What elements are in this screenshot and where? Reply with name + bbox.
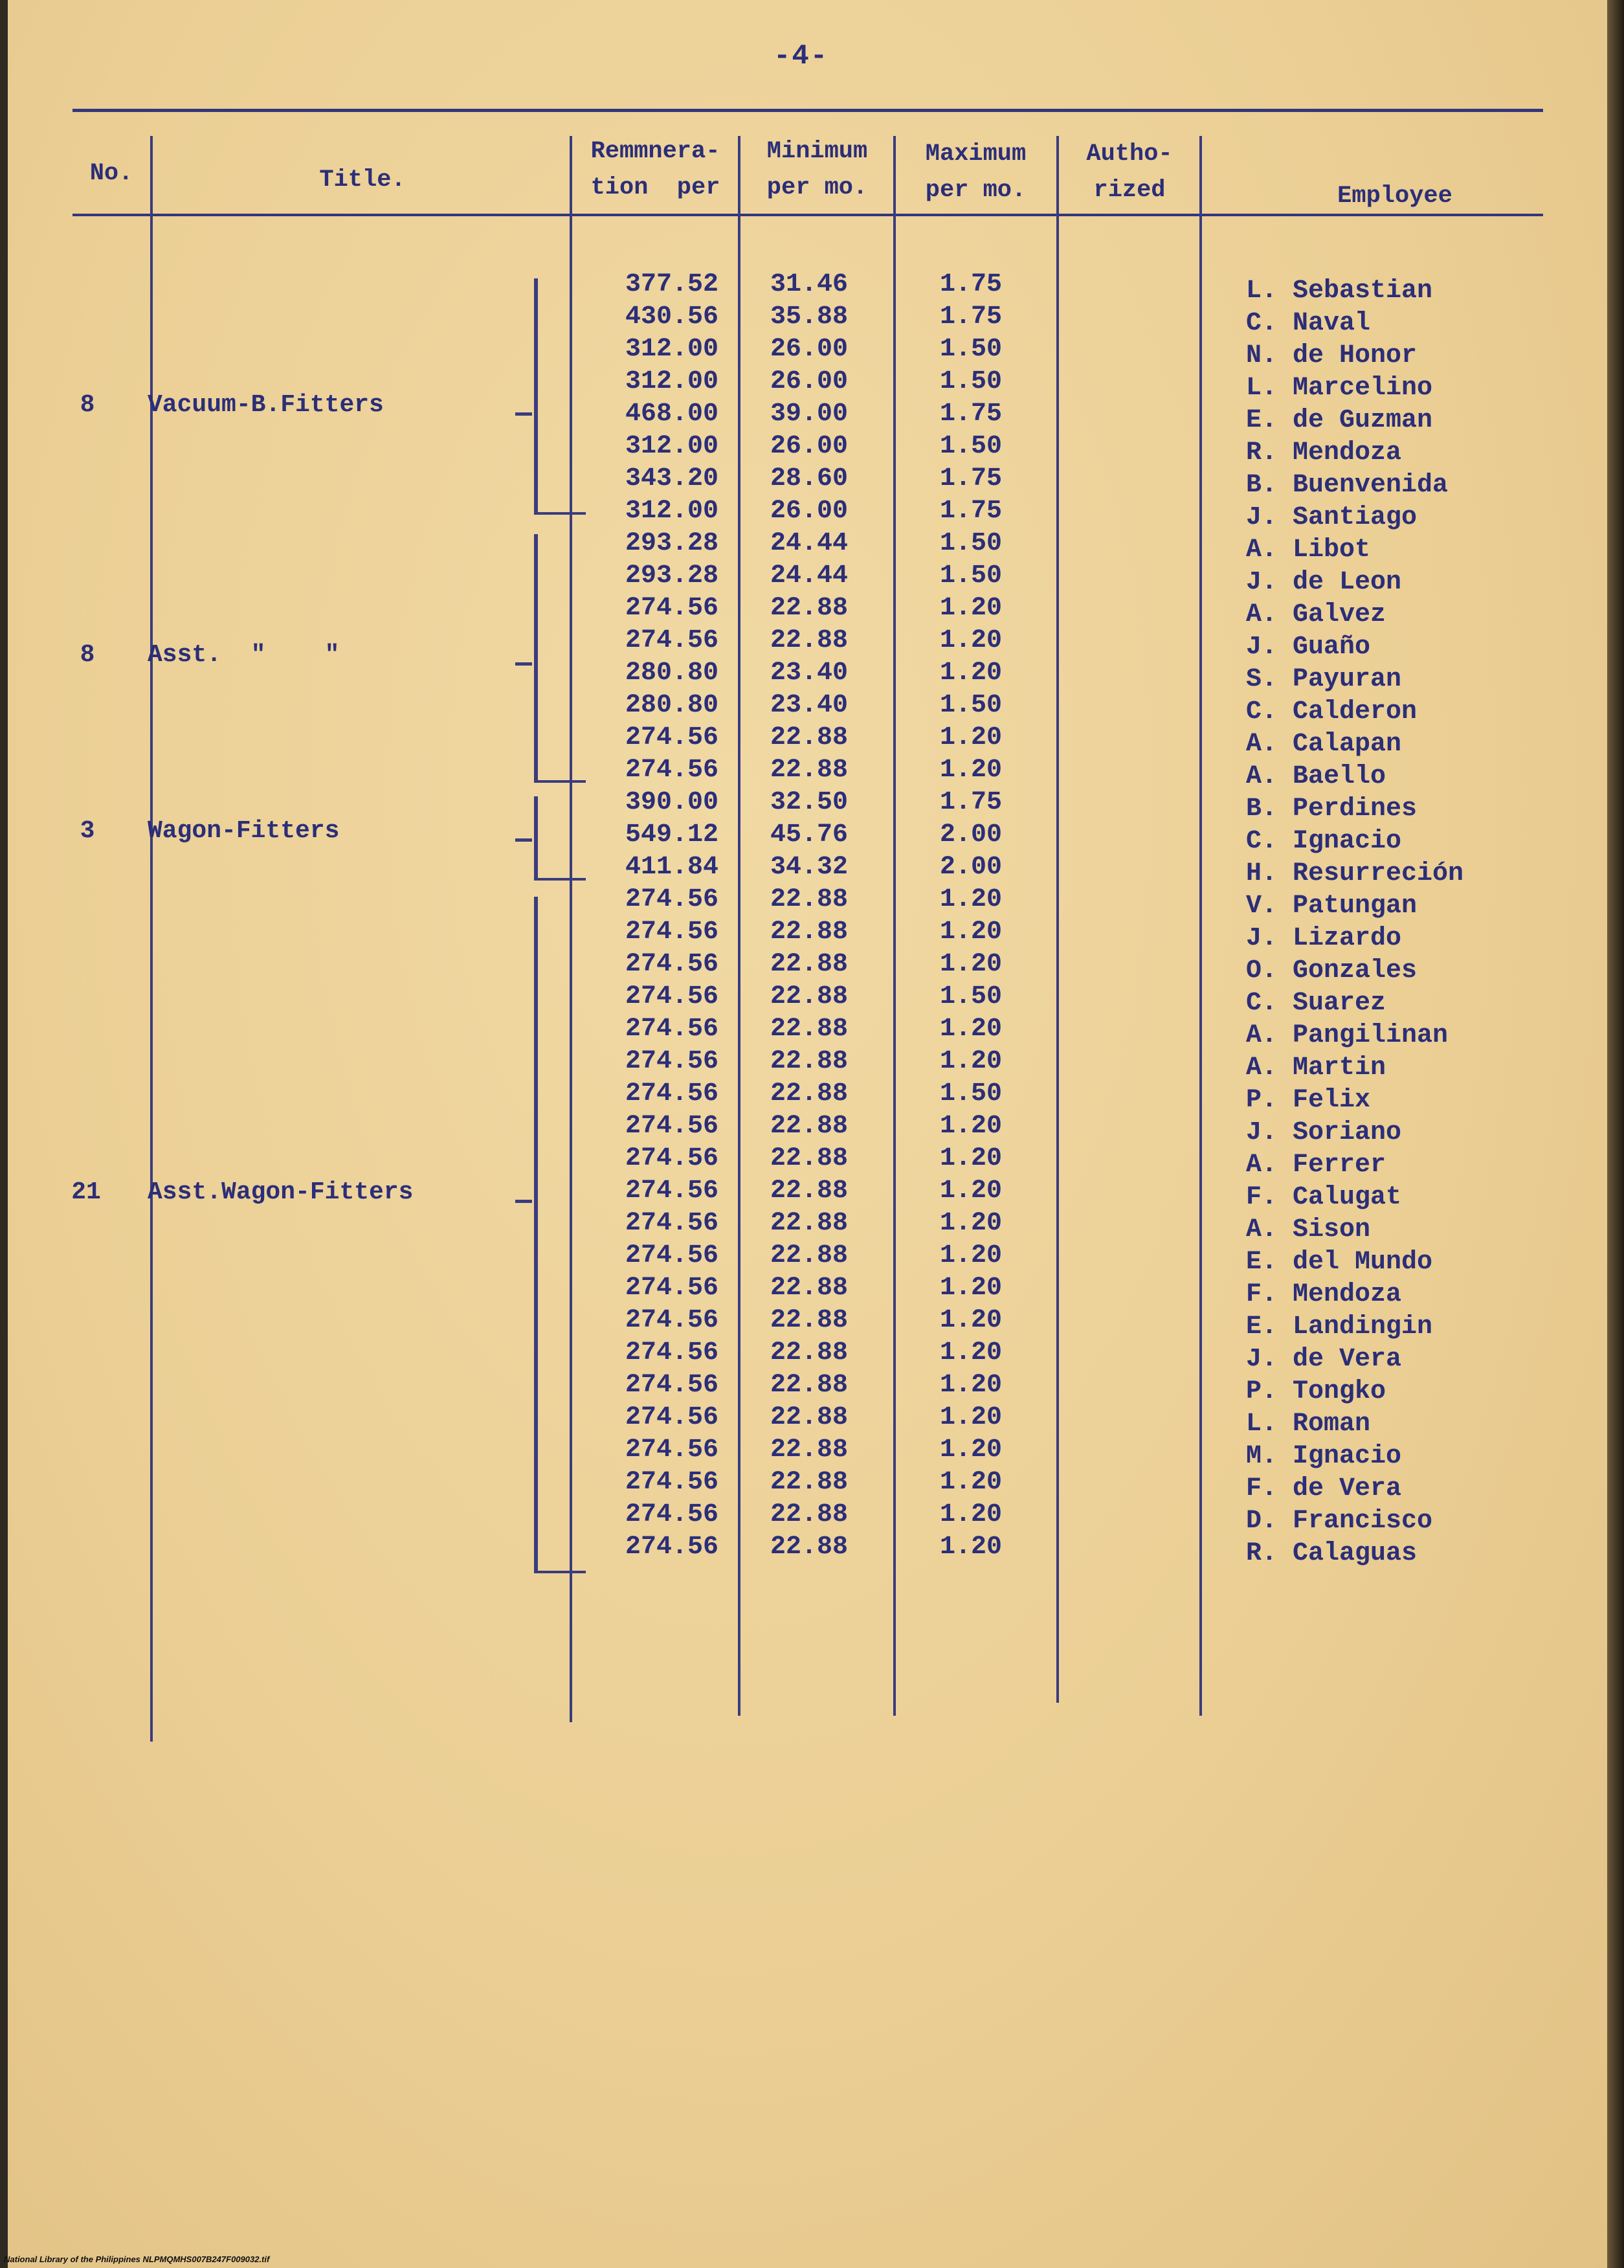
- header-remuneration: Remmnera- tion per: [590, 138, 720, 201]
- maximum-value: 1.50: [939, 335, 1002, 364]
- scan-left-edge: [0, 0, 8, 2268]
- maximum-value: 1.50: [939, 529, 1002, 558]
- remuneration-value: 274.56: [625, 1047, 718, 1076]
- maximum-value: 1.20: [939, 885, 1002, 914]
- maximum-value: 1.20: [939, 1112, 1002, 1141]
- maximum-value: 1.20: [939, 1306, 1002, 1335]
- group-title: Asst.Wagon-Fitters: [148, 1178, 414, 1206]
- remuneration-value: 411.84: [625, 853, 718, 882]
- employee-name: N. de Honor: [1246, 341, 1418, 370]
- group-count: 8: [80, 391, 95, 419]
- employee-name: J. de Vera: [1246, 1345, 1402, 1374]
- remuneration-value: 274.56: [625, 1176, 718, 1206]
- maximum-value: 1.20: [939, 1015, 1002, 1044]
- group-bracket-dash: [515, 662, 532, 666]
- group-title: Vacuum-B.Fitters: [148, 391, 384, 419]
- employee-name: C. Ignacio: [1246, 827, 1402, 856]
- remuneration-value: 312.00: [625, 367, 718, 396]
- employee-name: M. Ignacio: [1246, 1442, 1402, 1471]
- employee-name: H. Resurreción: [1246, 859, 1464, 888]
- minimum-value: 23.40: [770, 691, 849, 720]
- employee-name: O. Gonzales: [1246, 956, 1418, 985]
- maximum-value: 1.20: [939, 756, 1002, 785]
- maximum-value: 1.50: [939, 367, 1002, 396]
- maximum-value: 1.75: [939, 788, 1002, 817]
- minimum-value: 45.76: [770, 820, 849, 849]
- remuneration-value: 274.56: [625, 982, 718, 1011]
- remuneration-value: 274.56: [625, 1306, 718, 1335]
- group-bracket-end: [534, 878, 586, 881]
- group-bracket-dash: [515, 412, 532, 416]
- minimum-value: 22.88: [770, 1241, 849, 1270]
- minimum-value: 22.88: [770, 1209, 849, 1238]
- minimum-value: 39.00: [770, 399, 849, 429]
- employee-name: F. Mendoza: [1246, 1280, 1402, 1309]
- employee-name: A. Libot: [1246, 535, 1371, 565]
- minimum-value: 26.00: [770, 432, 849, 461]
- employee-name: S. Payuran: [1246, 665, 1402, 694]
- minimum-value: 22.88: [770, 1079, 849, 1108]
- minimum-value: 22.88: [770, 1015, 849, 1044]
- employee-name: A. Sison: [1246, 1215, 1371, 1244]
- minimum-value: 24.44: [770, 529, 849, 558]
- remuneration-value: 312.00: [625, 432, 718, 461]
- minimum-value: 22.88: [770, 756, 849, 785]
- header-minimum: Minimum per mo.: [766, 138, 868, 201]
- group-count: 3: [80, 817, 95, 845]
- col-sep-no: [150, 136, 153, 1742]
- minimum-value: 22.88: [770, 1112, 849, 1141]
- employee-name: J. Guaño: [1246, 633, 1371, 662]
- minimum-value: 32.50: [770, 788, 849, 817]
- maximum-value: 2.00: [939, 820, 1002, 849]
- employee-name: F. Calugat: [1246, 1183, 1402, 1212]
- remuneration-value: 280.80: [625, 658, 718, 688]
- maximum-value: 1.50: [939, 691, 1002, 720]
- top-rule: [72, 109, 1543, 112]
- maximum-value: 1.50: [939, 561, 1002, 590]
- minimum-value: 26.00: [770, 497, 849, 526]
- minimum-value: 22.88: [770, 1274, 849, 1303]
- minimum-value: 22.88: [770, 1500, 849, 1529]
- minimum-value: 22.88: [770, 1306, 849, 1335]
- remuneration-value: 293.28: [625, 561, 718, 590]
- header-maximum: Maximum per mo.: [925, 140, 1027, 204]
- employee-name: D. Francisco: [1246, 1507, 1433, 1536]
- minimum-value: 26.00: [770, 367, 849, 396]
- maximum-value: 1.75: [939, 399, 1002, 429]
- minimum-value: 22.88: [770, 723, 849, 752]
- employee-name: J. de Leon: [1246, 568, 1402, 597]
- employee-name: B. Buenvenida: [1246, 471, 1449, 500]
- header-title: Title.: [319, 166, 406, 194]
- minimum-value: 28.60: [770, 464, 849, 493]
- minimum-value: 23.40: [770, 658, 849, 688]
- employee-name: C. Suarez: [1246, 989, 1386, 1018]
- maximum-value: 1.20: [939, 1371, 1002, 1400]
- remuneration-value: 274.56: [625, 1209, 718, 1238]
- group-bracket: [534, 278, 538, 515]
- maximum-value: 1.20: [939, 594, 1002, 623]
- remuneration-value: 274.56: [625, 1468, 718, 1497]
- remuneration-value: 274.56: [625, 917, 718, 947]
- employee-name: A. Ferrer: [1246, 1151, 1386, 1180]
- employee-name: J. Lizardo: [1246, 924, 1402, 953]
- maximum-value: 1.20: [939, 658, 1002, 688]
- minimum-value: 22.88: [770, 1144, 849, 1173]
- minimum-value: 22.88: [770, 1435, 849, 1465]
- employee-name: J. Soriano: [1246, 1118, 1402, 1147]
- remuneration-value: 293.28: [625, 529, 718, 558]
- minimum-value: 22.88: [770, 1468, 849, 1497]
- group-title: Wagon-Fitters: [148, 817, 340, 845]
- remuneration-value: 430.56: [625, 302, 718, 331]
- minimum-value: 22.88: [770, 626, 849, 655]
- minimum-value: 35.88: [770, 302, 849, 331]
- col-sep-maximum: [1056, 136, 1059, 1703]
- remuneration-value: 274.56: [625, 1371, 718, 1400]
- maximum-value: 1.75: [939, 270, 1002, 299]
- col-sep-remuneration: [738, 136, 740, 1716]
- maximum-value: 1.50: [939, 982, 1002, 1011]
- remuneration-value: 274.56: [625, 1435, 718, 1465]
- group-count: 8: [80, 641, 95, 669]
- maximum-value: 1.20: [939, 1533, 1002, 1562]
- remuneration-value: 274.56: [625, 723, 718, 752]
- employee-name: C. Calderon: [1246, 697, 1418, 726]
- remuneration-value: 274.56: [625, 594, 718, 623]
- remuneration-value: 312.00: [625, 497, 718, 526]
- maximum-value: 1.20: [939, 723, 1002, 752]
- remuneration-value: 274.56: [625, 1500, 718, 1529]
- group-bracket: [534, 796, 538, 881]
- maximum-value: 1.20: [939, 1468, 1002, 1497]
- minimum-value: 31.46: [770, 270, 849, 299]
- employee-name: L. Sebastian: [1246, 276, 1433, 306]
- minimum-value: 22.88: [770, 594, 849, 623]
- employee-name: P. Felix: [1246, 1086, 1371, 1115]
- minimum-value: 22.88: [770, 1533, 849, 1562]
- maximum-value: 2.00: [939, 853, 1002, 882]
- maximum-value: 1.20: [939, 1500, 1002, 1529]
- remuneration-value: 377.52: [625, 270, 718, 299]
- employee-name: E. Landingin: [1246, 1312, 1433, 1342]
- employee-name: F. de Vera: [1246, 1474, 1402, 1503]
- remuneration-value: 274.56: [625, 1241, 718, 1270]
- remuneration-value: 274.56: [625, 1015, 718, 1044]
- employee-name: R. Mendoza: [1246, 438, 1402, 467]
- col-sep-minimum: [893, 136, 896, 1716]
- remuneration-value: 274.56: [625, 1338, 718, 1367]
- employee-name: V. Patungan: [1246, 892, 1418, 921]
- maximum-value: 1.20: [939, 950, 1002, 979]
- remuneration-value: 468.00: [625, 399, 718, 429]
- employee-name: E. de Guzman: [1246, 406, 1433, 435]
- minimum-value: 26.00: [770, 335, 849, 364]
- group-title: Asst. " ": [148, 641, 340, 669]
- maximum-value: 1.50: [939, 1079, 1002, 1108]
- maximum-value: 1.20: [939, 1209, 1002, 1238]
- remuneration-value: 274.56: [625, 626, 718, 655]
- maximum-value: 1.50: [939, 432, 1002, 461]
- minimum-value: 22.88: [770, 982, 849, 1011]
- group-bracket-dash: [515, 1200, 532, 1203]
- maximum-value: 1.75: [939, 302, 1002, 331]
- minimum-value: 22.88: [770, 885, 849, 914]
- employee-name: R. Calaguas: [1246, 1539, 1418, 1568]
- page-number: -4-: [773, 40, 829, 73]
- group-count: 21: [71, 1178, 101, 1206]
- group-bracket-end: [534, 512, 586, 515]
- group-bracket-dash: [515, 838, 532, 842]
- remuneration-value: 274.56: [625, 1079, 718, 1108]
- maximum-value: 1.20: [939, 1241, 1002, 1270]
- minimum-value: 34.32: [770, 853, 849, 882]
- remuneration-value: 274.56: [625, 1533, 718, 1562]
- employee-name: P. Tongko: [1246, 1377, 1386, 1406]
- maximum-value: 1.20: [939, 1047, 1002, 1076]
- group-bracket: [534, 897, 538, 1573]
- remuneration-value: 274.56: [625, 885, 718, 914]
- maximum-value: 1.20: [939, 1274, 1002, 1303]
- minimum-value: 22.88: [770, 917, 849, 947]
- employee-name: L. Marcelino: [1246, 374, 1433, 403]
- employee-name: B. Perdines: [1246, 794, 1418, 824]
- employee-name: L. Roman: [1246, 1409, 1371, 1439]
- remuneration-value: 312.00: [625, 335, 718, 364]
- employee-name: A. Baello: [1246, 762, 1386, 791]
- maximum-value: 1.20: [939, 917, 1002, 947]
- remuneration-value: 274.56: [625, 950, 718, 979]
- scan-right-edge: [1607, 0, 1624, 2268]
- remuneration-value: 343.20: [625, 464, 718, 493]
- remuneration-value: 274.56: [625, 1144, 718, 1173]
- header-no: No.: [89, 160, 133, 187]
- remuneration-value: 390.00: [625, 788, 718, 817]
- maximum-value: 1.20: [939, 1176, 1002, 1206]
- maximum-value: 1.20: [939, 1403, 1002, 1432]
- maximum-value: 1.20: [939, 1435, 1002, 1465]
- header-authorized: Autho- rized: [1086, 140, 1173, 204]
- employee-name: J. Santiago: [1246, 503, 1418, 532]
- minimum-value: 24.44: [770, 561, 849, 590]
- employee-name: A. Martin: [1246, 1053, 1386, 1083]
- employee-name: C. Naval: [1246, 309, 1371, 338]
- employee-name: E. del Mundo: [1246, 1248, 1433, 1277]
- header-employee: Employee: [1337, 183, 1452, 210]
- minimum-value: 22.88: [770, 1176, 849, 1206]
- minimum-value: 22.88: [770, 1371, 849, 1400]
- remuneration-value: 274.56: [625, 756, 718, 785]
- minimum-value: 22.88: [770, 1403, 849, 1432]
- col-sep-authorized: [1199, 136, 1202, 1716]
- maximum-value: 1.75: [939, 464, 1002, 493]
- remuneration-value: 280.80: [625, 691, 718, 720]
- minimum-value: 22.88: [770, 1047, 849, 1076]
- minimum-value: 22.88: [770, 1338, 849, 1367]
- employee-name: A. Galvez: [1246, 600, 1386, 629]
- archive-footer: National Library of the Philippines NLPMQMHS007B247F009032.tif: [4, 2254, 270, 2264]
- employee-name: A. Pangilinan: [1246, 1021, 1449, 1050]
- remuneration-value: 549.12: [625, 820, 718, 849]
- employee-name: A. Calapan: [1246, 730, 1402, 759]
- group-bracket-end: [534, 1571, 586, 1573]
- maximum-value: 1.20: [939, 1338, 1002, 1367]
- maximum-value: 1.20: [939, 626, 1002, 655]
- minimum-value: 22.88: [770, 950, 849, 979]
- group-bracket: [534, 534, 538, 783]
- col-sep-title: [570, 136, 572, 1722]
- maximum-value: 1.75: [939, 497, 1002, 526]
- remuneration-value: 274.56: [625, 1274, 718, 1303]
- remuneration-value: 274.56: [625, 1112, 718, 1141]
- group-bracket-end: [534, 780, 586, 783]
- maximum-value: 1.20: [939, 1144, 1002, 1173]
- remuneration-value: 274.56: [625, 1403, 718, 1432]
